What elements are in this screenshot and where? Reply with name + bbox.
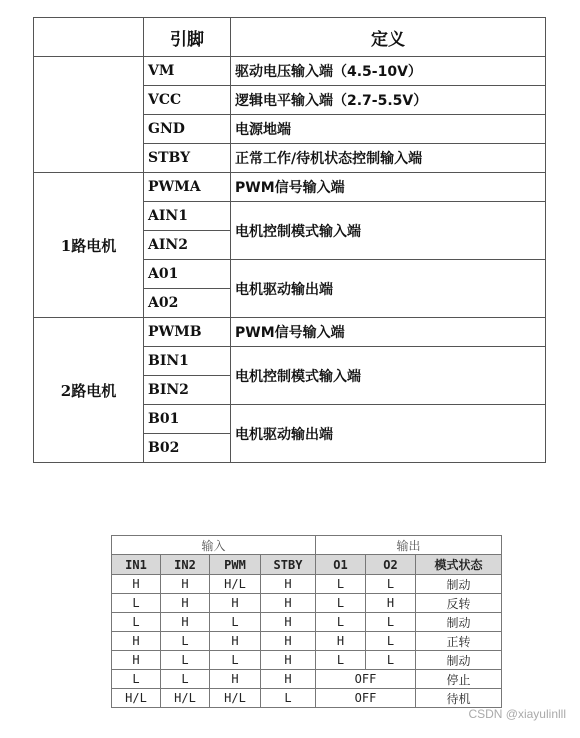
col-header: IN2: [161, 555, 210, 575]
table-row: [34, 173, 546, 202]
pin-name: GND: [144, 115, 231, 144]
cell-o2: L: [366, 575, 416, 594]
cell-in1: H: [112, 651, 161, 670]
cell-pwm: H: [210, 594, 261, 613]
output-group-header: 输出: [316, 536, 502, 555]
truth-table: [111, 535, 502, 708]
table-row: [112, 689, 502, 708]
col-header: STBY: [261, 555, 316, 575]
pin-name: BIN1: [144, 347, 231, 376]
cell-stby: L: [261, 689, 316, 708]
cell-in1: L: [112, 670, 161, 689]
table-row: [112, 613, 502, 632]
cell-o1: L: [316, 575, 366, 594]
cell-stby: H: [261, 670, 316, 689]
cell-in2: H: [161, 575, 210, 594]
cell-in2: H: [161, 613, 210, 632]
pin-definition: PWM信号输入端: [231, 318, 546, 347]
pin-definition: 驱动电压输入端（4.5-10V）: [231, 57, 546, 86]
col-header: 模式状态: [416, 555, 502, 575]
pin-definition: 电源地端: [231, 115, 546, 144]
cell-stby: H: [261, 613, 316, 632]
pin-name: AIN2: [144, 231, 231, 260]
cell-o1: H: [316, 632, 366, 651]
pin-definition: PWM信号输入端: [231, 173, 546, 202]
power-group-cell: [34, 57, 144, 173]
col-header: IN1: [112, 555, 161, 575]
pin-name: A02: [144, 289, 231, 318]
header-definition: 定义: [231, 18, 546, 57]
cell-in1: L: [112, 613, 161, 632]
cell-in2: L: [161, 670, 210, 689]
pin-definition: 电机驱动输出端: [231, 405, 546, 463]
cell-in1: H: [112, 575, 161, 594]
cell-mode: 制动: [416, 651, 502, 670]
table-row: [112, 651, 502, 670]
pin-definition: 电机驱动输出端: [231, 260, 546, 318]
cell-in2: H: [161, 594, 210, 613]
table-row: [34, 318, 546, 347]
cell-stby: H: [261, 651, 316, 670]
cell-mode: 停止: [416, 670, 502, 689]
cell-stby: H: [261, 575, 316, 594]
cell-mode: 待机: [416, 689, 502, 708]
pin-name: STBY: [144, 144, 231, 173]
col-header: PWM: [210, 555, 261, 575]
pin-definition: 正常工作/待机状态控制输入端: [231, 144, 546, 173]
cell-mode: 反转: [416, 594, 502, 613]
cell-o1: L: [316, 613, 366, 632]
table-row: [112, 670, 502, 689]
cell-output-off: OFF: [316, 689, 416, 708]
cell-pwm: H: [210, 670, 261, 689]
pin-name: AIN1: [144, 202, 231, 231]
truth-column-header-row: [112, 555, 502, 575]
cell-o2: L: [366, 632, 416, 651]
truth-group-header-row: [112, 536, 502, 555]
table-row: [112, 594, 502, 613]
pin-name: PWMA: [144, 173, 231, 202]
cell-mode: 制动: [416, 575, 502, 594]
pin-name: B01: [144, 405, 231, 434]
cell-pwm: L: [210, 651, 261, 670]
cell-stby: H: [261, 632, 316, 651]
table-row: [112, 575, 502, 594]
pin-table-header-row: [34, 18, 546, 57]
header-pin: 引脚: [144, 18, 231, 57]
cell-o2: L: [366, 613, 416, 632]
pin-name: A01: [144, 260, 231, 289]
cell-in1: H: [112, 632, 161, 651]
table-row: [112, 632, 502, 651]
cell-o1: L: [316, 651, 366, 670]
pin-name: PWMB: [144, 318, 231, 347]
col-header: O1: [316, 555, 366, 575]
cell-o1: L: [316, 594, 366, 613]
motor1-group-label: 1路电机: [34, 173, 144, 318]
pin-name: VCC: [144, 86, 231, 115]
motor2-group-label: 2路电机: [34, 318, 144, 463]
pin-name: BIN2: [144, 376, 231, 405]
pin-definition-table: [33, 17, 546, 463]
cell-output-off: OFF: [316, 670, 416, 689]
cell-pwm: H/L: [210, 575, 261, 594]
pin-definition: 逻辑电平输入端（2.7-5.5V）: [231, 86, 546, 115]
pin-name: VM: [144, 57, 231, 86]
cell-mode: 正转: [416, 632, 502, 651]
cell-stby: H: [261, 594, 316, 613]
header-blank-cell: [34, 18, 144, 57]
watermark: CSDN @xiayulinlll: [468, 707, 566, 721]
cell-mode: 制动: [416, 613, 502, 632]
cell-pwm: H: [210, 632, 261, 651]
cell-in2: L: [161, 651, 210, 670]
cell-in2: L: [161, 632, 210, 651]
cell-in1: H/L: [112, 689, 161, 708]
cell-in1: L: [112, 594, 161, 613]
cell-in2: H/L: [161, 689, 210, 708]
cell-o2: L: [366, 651, 416, 670]
table-row: [34, 57, 546, 86]
cell-pwm: H/L: [210, 689, 261, 708]
pin-name: B02: [144, 434, 231, 463]
pin-definition: 电机控制模式输入端: [231, 347, 546, 405]
pin-definition: 电机控制模式输入端: [231, 202, 546, 260]
cell-o2: H: [366, 594, 416, 613]
col-header: O2: [366, 555, 416, 575]
input-group-header: 输入: [112, 536, 316, 555]
cell-pwm: L: [210, 613, 261, 632]
